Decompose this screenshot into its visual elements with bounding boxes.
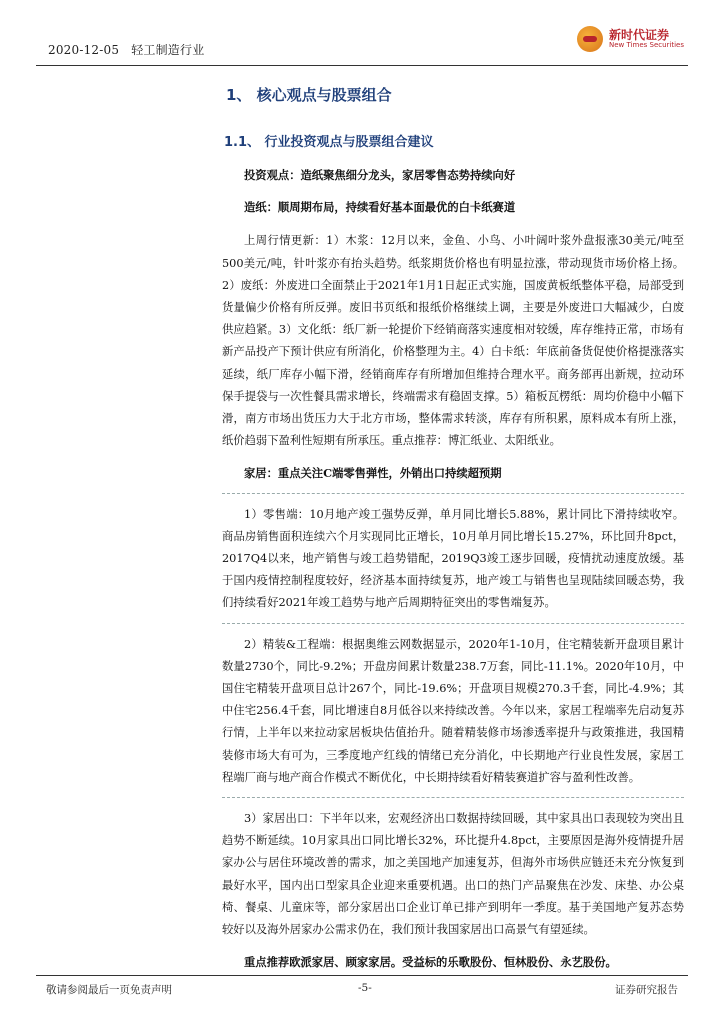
engineering-paragraph: 2）精装&工程端：根据奥维云网数据显示，2020年1-10月，住宅精装新开盘项目累计数量2730个，同比-9.2%；开盘房间累计数量238.7万套，同比-11.1%。2020年10月，中国住宅精装开盘项目总计267个，同比-19.6%；开盘项目规模270.3千套，同比-4.9%；其中住宅256.4千套，同比增速自8月低谷以来持续改善。今年以来，家居工程端率先启动复苏行情，上半年以来拉动家居板块估值抬升。随着精装修市场渗透率提升与政策推进，我国精装修市场大有可为，三季度地产红线的情绪已充分消化，中长期地产行业良性发展，家居工程端厂商与地产商合作模式不断优化，中长期持续看好精装赛道扩容与盈利性改善。 [222,637,684,784]
logo-name-en: New Times Securities [609,40,684,49]
divider [222,493,684,494]
paper-paragraph: 上周行情更新：1）木浆：12月以来，金鱼、小鸟、小叶阔叶浆外盘报涨30美元/吨至500美元/吨，针叶浆亦有抬头趋势。纸浆期货价格也有明显拉涨，带动现货市场价格上扬。2）废纸：外废进口全面禁止于2021年1月1日起正式实施，国废黄板纸整体平稳，局部受到货量偏少价格有所反弹。废旧书页纸和报纸价格继续上调，主要是外废进口大幅减少，白废供应趋紧。3）文化纸：纸厂新一轮提价下经销商落实速度相对较缓，库存维持正常，市场有新产品投产下预计供应有所消化，价格整理为主。4）白卡纸：年底前备货促使价格提涨落实延续，纸厂库存小幅下滑，经销商库存有所增加但维持合理水平。商务部再出新规，拉动环保手提袋与一次性餐具需求增长，终端需求有稳固支撑。5）箱板瓦楞纸：周均价稳中小幅下滑，南方市场出货压力大于北方市场，整体需求转淡，库存有所积累，原料成本有所上涨，纸价趋弱下盈利性短期有所承压。重点推荐：博汇纸业、太阳纸业。 [222,234,684,448]
divider [222,797,684,798]
recommendation: 重点推荐欧派家居、顾家家居。受益标的乐歌股份、恒林股份、永艺股份。 [244,955,617,970]
logo-name-cn: 新时代证券 [609,28,670,43]
retail-paragraph: 1）零售端：10月地产竣工强势反弹，单月同比增长5.88%，累计同比下滑持续收窄。商品房销售面积连续六个月实现同比正增长，10月单月同比增长15.27%，环比回升8pct，2017Q4以来，地产销售与竣工趋势错配，2019Q3竣工逐步回暖，疫情扰动速度放缓。基于国内疫情控制程度较好，经济基本面持续复苏，地产竣工与销售也呈现陆续回暖态势，我们持续看好2021年竣工趋势与地产后周期特征突出的零售端复苏。 [222,507,684,610]
section-heading: 1、 核心观点与股票组合 [226,86,392,104]
main-content [222,78,684,974]
divider [222,623,684,624]
header-divider [36,65,688,66]
page-header [36,22,688,62]
home-heading: 家居：重点关注C端零售弹性，外销出口持续超预期 [244,466,502,481]
export-paragraph: 3）家居出口：下半年以来，宏观经济出口数据持续回暖，其中家具出口表现较为突出且趋势不断延续。10月家具出口同比增长32%，环比提升4.8pct，主要原因是海外疫情提升居家办公与居住环境改善的需求，加之美国地产加速复苏，但海外市场供应链还未充分恢复到最好水平，国内出口型家具企业迎来重要机遇。出口的热门产品聚焦在沙发、床垫、办公桌椅、餐桌、儿童床等，部分家居出口企业订单已排产到明年一季度。基于美国地产复苏态势较好以及海外居家办公需求仍在，我们预计我国家居出口高景气有望延续。 [222,812,684,937]
footer-divider [36,975,688,976]
disclaimer-note: 敬请参阅最后一页免责声明 [46,984,172,996]
investment-view: 投资观点：造纸聚焦细分龙头，家居零售态势持续向好 [244,168,516,182]
industry-name: 轻工制造行业 [131,43,205,57]
paper-heading: 造纸：顺周期布局，持续看好基本面最优的白卡纸赛道 [244,200,516,215]
page-number: -5- [358,982,372,994]
header-meta [48,41,212,58]
company-logo [577,26,684,52]
report-type: 证券研究报告 [615,984,678,996]
logo-icon [577,26,603,52]
report-date: 2020-12-05 [48,43,120,57]
subsection-heading: 1.1、 行业投资观点与股票组合建议 [224,135,434,150]
